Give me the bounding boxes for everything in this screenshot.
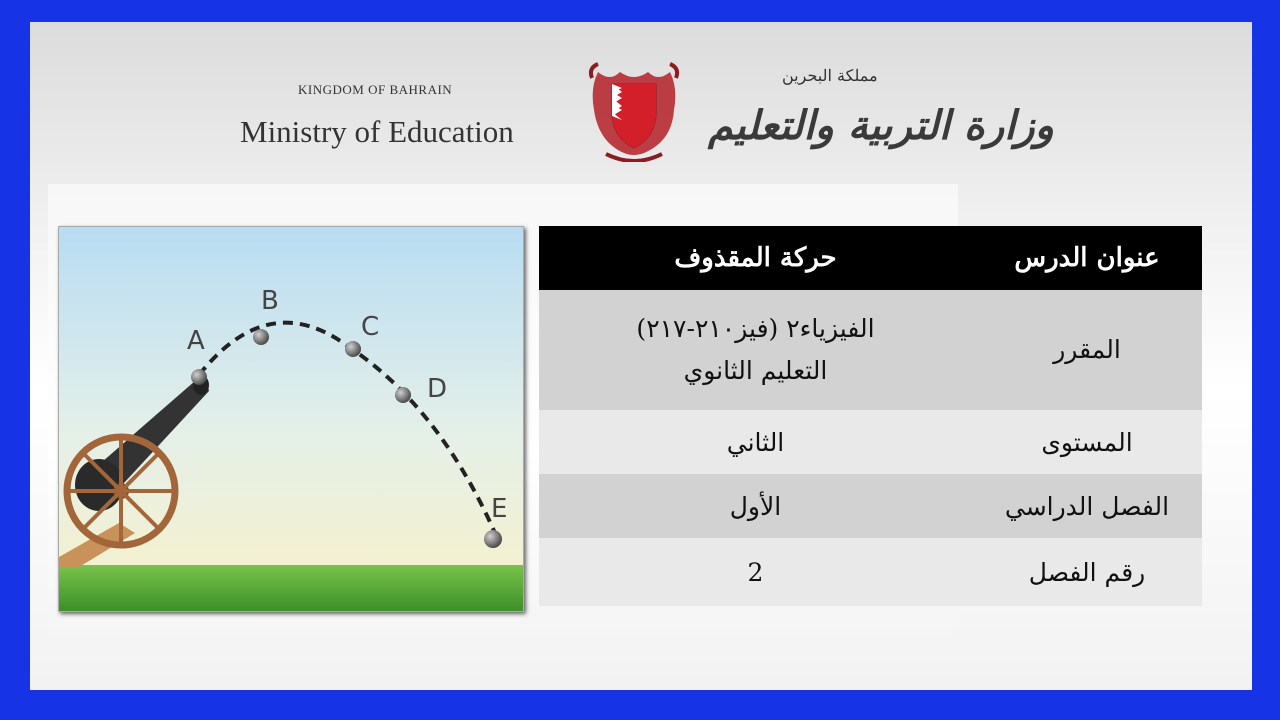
- ministry-en-label: Ministry of Education: [240, 114, 514, 149]
- level-value: الثاني: [539, 410, 972, 474]
- ball-a: [191, 369, 207, 385]
- lesson-title-value: حركة المقذوف: [539, 226, 972, 290]
- ball-c: [345, 341, 361, 357]
- ball-b: [253, 329, 269, 345]
- point-label-e: E: [491, 494, 508, 524]
- point-label-a: A: [187, 326, 205, 356]
- course-value: [539, 290, 972, 410]
- ministry-ar-label: وزارة التربية والتعليم: [708, 102, 1054, 149]
- point-label-b: B: [261, 286, 279, 316]
- semester-value: الأول: [539, 474, 972, 538]
- ground: [59, 565, 523, 611]
- bahrain-emblem-icon: [588, 58, 680, 162]
- course-value-line1: الفيزياء٢ (فيز٢١٠-٢١٧): [636, 314, 875, 343]
- kingdom-en-label: KINGDOM OF BAHRAIN: [298, 82, 453, 97]
- projectile-illustration-svg: [59, 227, 523, 611]
- table-row: [539, 538, 1202, 606]
- semester-key: الفصل الدراسي: [972, 474, 1202, 538]
- ball-e: [484, 530, 502, 548]
- table-row: [539, 410, 1202, 474]
- slide: [30, 22, 1252, 690]
- table-row: [539, 474, 1202, 538]
- course-value-line2: التعليم الثانوي: [683, 356, 828, 385]
- table-header-row: [539, 226, 1202, 290]
- table-row: [539, 290, 1202, 410]
- lesson-info-table: [539, 226, 1202, 606]
- point-label-c: C: [361, 312, 380, 342]
- kingdom-ar-label: مملكة البحرين: [782, 66, 878, 85]
- level-key: المستوى: [972, 410, 1202, 474]
- course-key: المقرر: [972, 290, 1202, 410]
- lesson-title-key: عنوان الدرس: [972, 226, 1202, 290]
- ball-d: [395, 387, 411, 403]
- chapter-number-key: رقم الفصل: [972, 538, 1202, 606]
- point-label-d: D: [427, 374, 448, 404]
- projectile-illustration: [58, 226, 524, 612]
- chapter-number-value: 2: [539, 538, 972, 606]
